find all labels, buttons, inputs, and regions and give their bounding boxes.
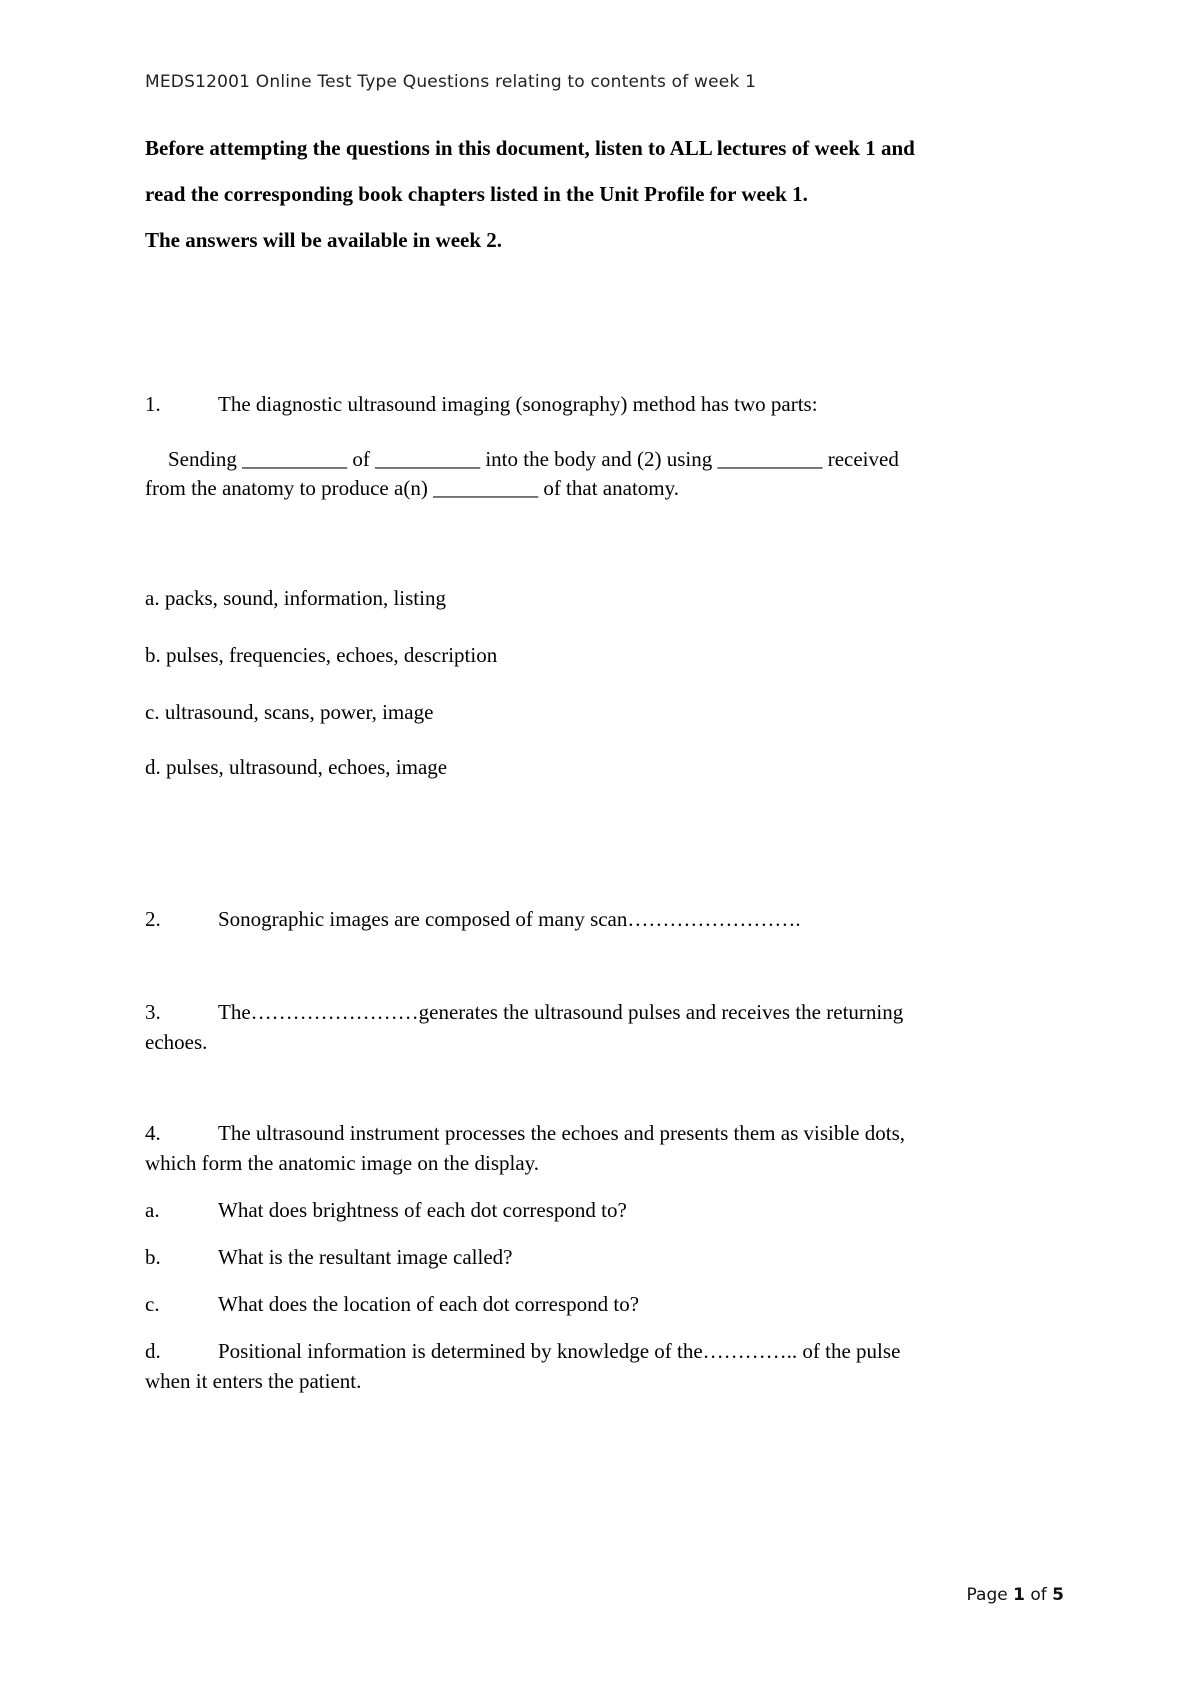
part-text-b: What is the resultant image called? bbox=[218, 1245, 513, 1269]
question-text-continuation: echoes. bbox=[145, 1030, 208, 1054]
option-b: b. pulses, frequencies, echoes, description bbox=[145, 643, 498, 667]
intro-line-2: read the corresponding book chapters listed in the Unit Profile for week 1. bbox=[145, 182, 808, 206]
question-number: 4. bbox=[145, 1121, 161, 1145]
option-d: d. pulses, ultrasound, echoes, image bbox=[145, 755, 448, 779]
option-a: a. packs, sound, information, listing bbox=[145, 586, 446, 610]
question-text: Sonographic images are composed of many scan……………………. bbox=[218, 907, 801, 931]
part-d-continuation: when it enters the patient. bbox=[145, 1369, 362, 1393]
question-text: The ultrasound instrument processes the echoes and presents them as visible dots, bbox=[218, 1121, 906, 1145]
page-word: Page bbox=[966, 1585, 1008, 1605]
part-text-d: Positional information is determined by knowledge of the………….. of the pulse bbox=[218, 1339, 901, 1363]
part-label-b: b. bbox=[145, 1245, 161, 1269]
option-c: c. ultrasound, scans, power, image bbox=[145, 700, 434, 724]
part-label-a: a. bbox=[145, 1198, 160, 1222]
question-text: The diagnostic ultrasound imaging (sonography) method has two parts: bbox=[218, 392, 818, 416]
page-total: 5 bbox=[1052, 1585, 1064, 1605]
question-number: 3. bbox=[145, 1000, 161, 1024]
fill-in-blank-line-1: Sending __________ of __________ into the body and (2) using __________ received bbox=[168, 447, 899, 471]
question-number: 2. bbox=[145, 907, 161, 931]
intro-line-1: Before attempting the questions in this document, listen to ALL lectures of week 1 and bbox=[145, 136, 915, 160]
intro-line-3: The answers will be available in week 2. bbox=[145, 228, 503, 252]
part-text-c: What does the location of each dot correspond to? bbox=[218, 1292, 640, 1316]
page-header: MEDS12001 Online Test Type Questions relating to contents of week 1 bbox=[145, 72, 757, 92]
part-label-c: c. bbox=[145, 1292, 160, 1316]
page-footer bbox=[967, 1585, 1064, 1605]
fill-in-blank-line-2: from the anatomy to produce a(n) __________ of that anatomy. bbox=[145, 476, 679, 500]
part-text-a: What does brightness of each dot correspond to? bbox=[218, 1198, 627, 1222]
question-text-continuation: which form the anatomic image on the display. bbox=[145, 1151, 540, 1175]
question-number: 1. bbox=[145, 392, 161, 416]
of-word: of bbox=[1030, 1585, 1047, 1605]
part-label-d: d. bbox=[145, 1339, 161, 1363]
page-current: 1 bbox=[1013, 1585, 1025, 1605]
question-text: The……………………generates the ultrasound pulses and receives the returning bbox=[218, 1000, 904, 1024]
